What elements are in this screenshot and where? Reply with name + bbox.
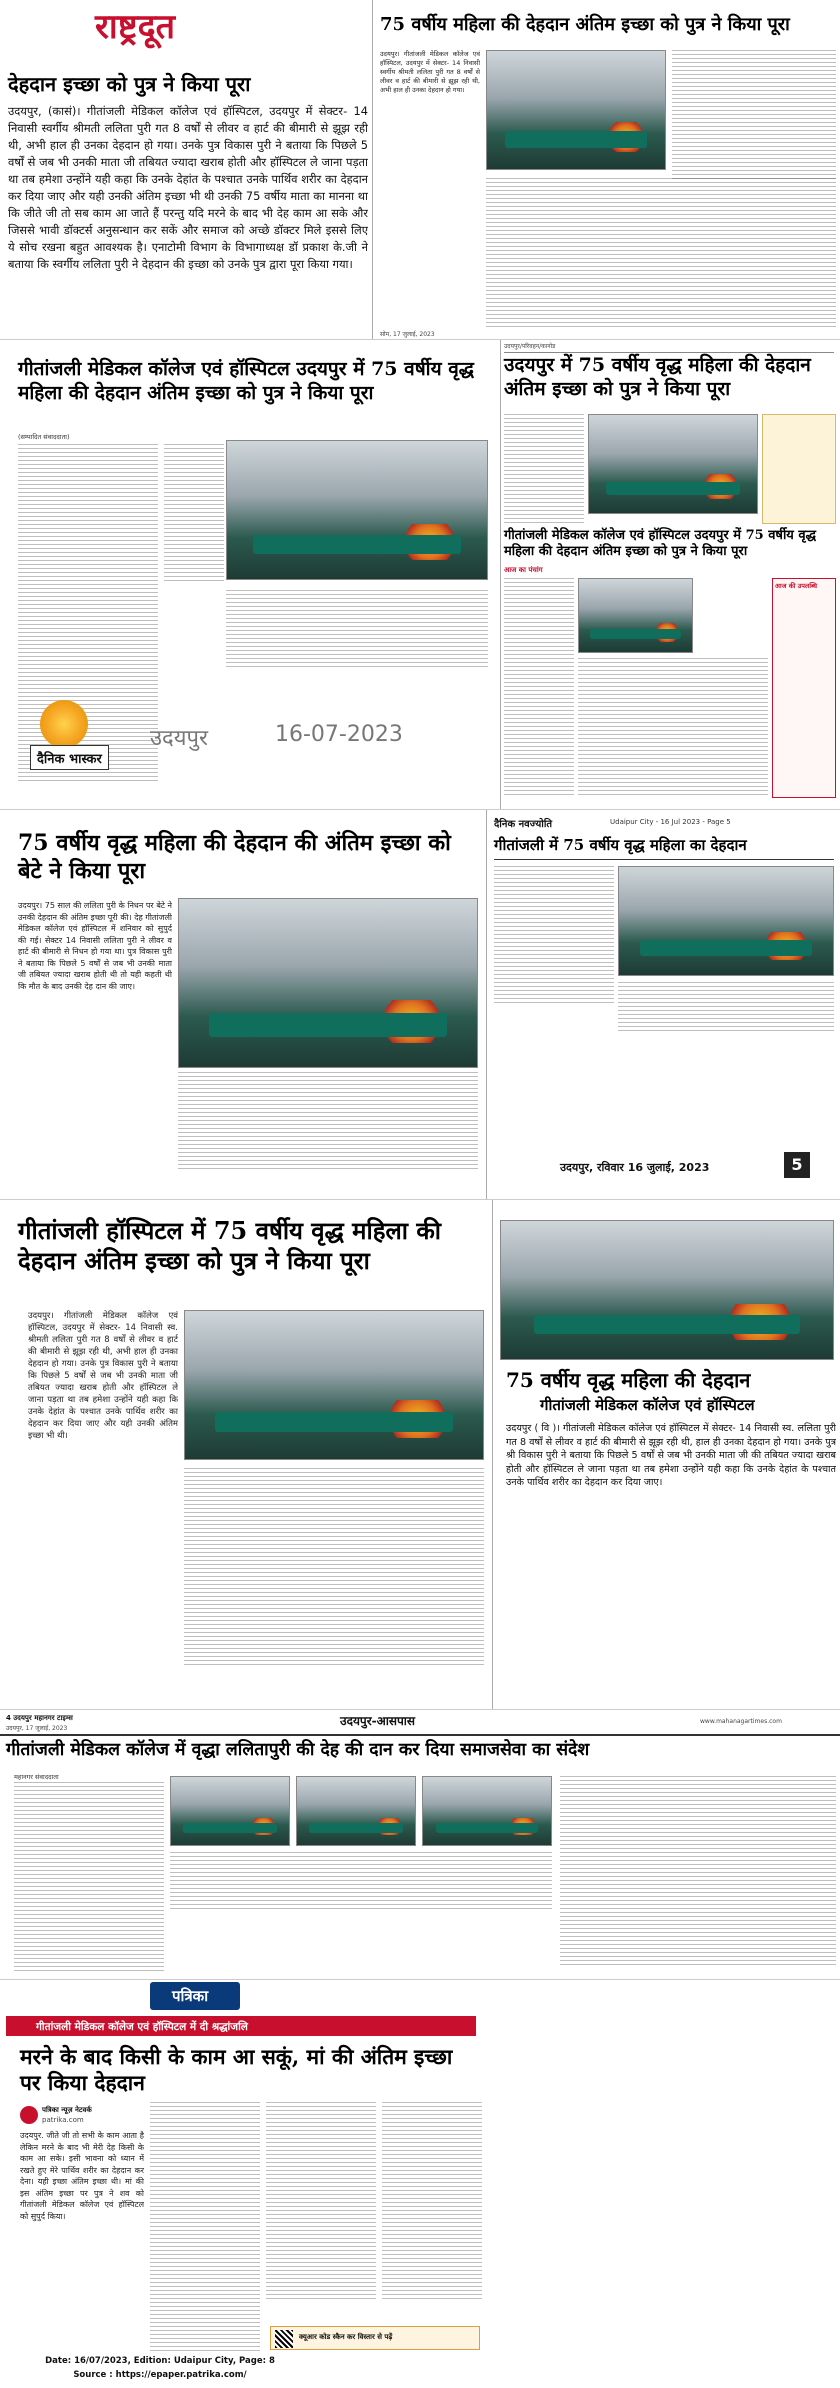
udaipur-side-small-head: आज का पंचांग — [504, 566, 543, 574]
navjyoti-masthead-date: Udaipur City - 16 Jul 2023 - Page 5 — [610, 818, 731, 826]
mahanagar-strip-right: www.mahanagartimes.com — [700, 1718, 782, 1725]
rajdoot-masthead: राष्ट्रदूत — [95, 7, 176, 47]
bhaskar-photo — [226, 440, 488, 580]
mahanagar-strip-left: 4 उदयपुर महानगर टाइम्स — [6, 1714, 73, 1722]
navjyoti-page: 5 — [784, 1152, 810, 1178]
udaipur-side-headline: उदयपुर में 75 वर्षीय वृद्ध महिला की देहदान अंतिम इच्छा को पुत्र ने किया पूरा — [504, 354, 811, 400]
bhaskar-logo: दैनिक भास्कर — [37, 752, 102, 767]
bhaskar-byline: (सम्पादित संवाददाता) — [18, 433, 70, 441]
clip-rajdoot — [0, 0, 840, 340]
mahanagar-byline: महानगर संवाददाता — [14, 1773, 59, 1781]
clip-navjyoti — [0, 810, 840, 1200]
bhaskar-date: 16-07-2023 — [275, 722, 403, 747]
patrika-masthead: पत्रिका — [172, 1987, 209, 2005]
navjyoti-right-headline: गीतांजली में 75 वर्षीय वृद्ध महिला का देहदान — [494, 836, 834, 860]
mahanagar-photo-2 — [296, 1776, 416, 1846]
navjyoti-body: उदयपुर। 75 साल की ललिता पुरी के निधन पर बेटे ने उनकी देहदान की अंतिम इच्छा पूरी की। देह गीतांजली मेडिकल कॉलेज एवं हॉस्पिटल में शनिवार को सुपुर्द की गई। सेक्टर 14 निवासी ललिता पुरी ने लीवर व हार्ट की बीमारी से निधन हो गया था। पुत्र विकास पुरी ने बताया कि पिछले 5 वर्षों से जब भी उनकी माता जी तबियत ज्यादा खराब होती थी तो यही कहती थी कि मौत के बाद उनकी देह दान की जाए। — [18, 901, 172, 991]
patrika-network-icon — [20, 2106, 38, 2124]
patrika-body: उदयपुर. जीते जी तो सभी के काम आता है लेकिन मरने के बाद भी मेरी देह किसी के काम आ सके। इसी भावना को ध्यान में रखते हुए मेरे पार्थिव शरीर का देहदान कर देना। यही इच्छा अंतिम इच्छा थी। मां की इस अंतिम इच्छा पर पुत्र ने शव को गीतांजली मेडिकल कॉलेज एवं हॉस्पिटल को सुपुर्द किया। — [20, 2131, 144, 2221]
udaipur-side-box-title: आज की उपलब्धि — [775, 582, 818, 590]
udaipur-side-photo — [588, 414, 758, 514]
mahanagar-headline: गीतांजली मेडिकल कॉलेज में वृद्धा ललितापुरी की देह की दान कर दिया समाजसेवा का संदेश — [6, 1740, 590, 1760]
clip-hospital — [0, 1200, 840, 1710]
bhaskar-sun-logo-icon — [40, 700, 88, 748]
top-right-dateline: उदयपुर। गीतांजली मेडिकल कॉलेज एवं हॉस्पिटल, उदयपुर में सेक्टर- 14 निवासी स्वर्गीय श्रीमती ललिता पुरी गत 8 वर्षों से लीवर व हार्ट की बीमारी से झूझ रही थी, अभी हाल ही उनका देहदान हो गया। — [380, 50, 480, 94]
hospital-right-headline: 75 वर्षीय वृद्ध महिला की देहदान — [506, 1368, 751, 1392]
navjyoti-right-photo — [618, 866, 834, 976]
udaipur-side-photo-2 — [578, 578, 693, 653]
navjyoti-masthead: दैनिक नवज्योति — [494, 819, 553, 830]
clip-patrika — [0, 1980, 840, 2388]
navjyoti-photo — [178, 898, 478, 1068]
navjyoti-footer: उदयपुर, रविवार 16 जुलाई, 2023 — [560, 1161, 710, 1174]
udaipur-side-sub-headline: गीतांजली मेडिकल कॉलेज एवं हॉस्पिटल उदयपुर में 75 वर्षीय वृद्ध महिला की देहदान अंतिम इच्छा को पुत्र ने किया पूरा — [504, 528, 816, 560]
patrika-headline: मरने के बाद किसी के काम आ सकूं, मां की अंतिम इच्छा पर किया देहदान — [20, 2044, 453, 2096]
patrika-kicker: गीतांजली मेडिकल कॉलेज एवं हॉस्पिटल में दी श्रद्धांजलि — [36, 2021, 248, 2033]
top-right-headline: 75 वर्षीय महिला की देहदान अंतिम इच्छा को पुत्र ने किया पूरा — [380, 14, 790, 35]
patrika-source-line: Source : https://epaper.patrika.com/ — [73, 2370, 247, 2380]
top-right-photo — [486, 50, 666, 170]
hospital-right-body: उदयपुर ( वि )। गीतांजली मेडिकल कॉलेज एवं हॉस्पिटल में सेक्टर- 14 निवासी स्व. ललिता पुरी गत 8 वर्षों से लीवर व हार्ट की बीमारी से झूझ रही थी, हाल ही उनका देहदान हो गया। उनके पुत्र श्री विकास पुरी ने बताया कि पिछले 5 वर्षों से जब भी उनकी माता जी की तबियत ज्यादा खराब होती और हॉस्पिटल ले जाना पड़ता था तब हमेशा उन्होंने यही कहा कि उनके देहांत के पश्चात उनके पार्थिव शरीर का देहदान कर दिया जाए। — [506, 1423, 836, 1488]
hospital-headline: गीतांजली हॉस्पिटल में 75 वर्षीय वृद्ध महिला की देहदान अंतिम इच्छा को पुत्र ने किया पूरा — [18, 1216, 441, 1275]
bhaskar-headline: गीतांजली मेडिकल कॉलेज एवं हॉस्पिटल उदयपुर में 75 वर्षीय वृद्ध महिला की देहदान अंतिम इच्छा को पुत्र ने किया पूरा — [18, 358, 474, 404]
patrika-date-line: Date: 16/07/2023, Edition: Udaipur City, Page: 8 — [45, 2356, 275, 2366]
patrika-site: patrika.com — [42, 2116, 84, 2124]
patrika-source-label: पत्रिका न्यूज़ नेटवर्क — [42, 2106, 92, 2114]
hospital-right-photo — [500, 1220, 834, 1360]
mahanagar-strip-center: उदयपुर-आसपास — [340, 1714, 416, 1728]
clip-bhaskar — [0, 340, 840, 810]
mahanagar-photo-3 — [422, 1776, 552, 1846]
hospital-right-sub: गीतांजली मेडिकल कॉलेज एवं हॉस्पिटल — [540, 1396, 755, 1414]
patrika-qr-text: क्यूआर कोड स्कैन कर विस्तार से पढ़ें — [299, 2333, 393, 2341]
rajdoot-body: उदयपुर, (कासं)। गीतांजली मेडिकल कॉलेज एवं हॉस्पिटल, उदयपुर में सेक्टर- 14 निवासी स्वर्गीय श्रीमती ललिता पुरी गत 8 वर्षों से लीवर व हार्ट की बीमारी से झूझ रही थी, अभी हाल ही उनका देहदान हो गया। उनके पुत्र विकास पुरी ने बताया कि पिछले 5 वर्षों से जब भी उनकी माता जी तबियत ज्यादा खराब होती और हॉस्पिटल ले जाना पड़ता था तब हमेशा उन्होंने यही कहा कि उनके देहांत के पश्चात उनके पार्थिव शरीर का देहदान कर दिया जाए और यही उनकी अंतिम इच्छा भी थी उनकी 75 वर्षीय माता का मानना था कि जीते जी तो सब काम आ जाते हैं परन्तु यदि मरने के बाद भी देह काम आ सके और जिससे भावी डॉक्टर्स अनुसन्धान कर सकें और समाज को अच्छे डॉक्टर मिले इससे लिए ये सोच रखना बहुत आवश्यक है। एनाटोमी विभाग के विभागाध्यक्ष डॉ प्रकाश के.जी ने बताया कि स्वर्गीय ललिता पुरी ने देहदान की इच्छा को उनके पुत्र द्वारा पूरा किया गया। — [8, 104, 368, 271]
navjyoti-headline: 75 वर्षीय वृद्ध महिला की देहदान की अंतिम इच्छा को बेटे ने किया पूरा — [18, 830, 451, 884]
top-right-footer: सोम, 17 जुलाई, 2023 — [380, 331, 435, 338]
top-right-section: उदयपुर/परिवहन/कानोड — [504, 343, 556, 350]
rajdoot-headline: देहदान इच्छा को पुत्र ने किया पूरा — [8, 72, 251, 96]
mahanagar-strip-date: उदयपुर, 17 जुलाई, 2023 — [6, 1725, 68, 1732]
patrika-qr-icon — [275, 2330, 293, 2348]
hospital-photo — [184, 1310, 484, 1460]
clip-mahanagar — [0, 1710, 840, 1980]
mahanagar-photo-1 — [170, 1776, 290, 1846]
bhaskar-city: उदयपुर — [150, 726, 208, 751]
hospital-body: उदयपुर। गीतांजली मेडिकल कॉलेज एवं हॉस्पिटल, उदयपुर में सेक्टर- 14 निवासी स्व. श्रीमती ललिता पुरी गत 8 वर्षों से लीवर व हार्ट की बीमारी से झूझ रही थी, अभी हाल ही उनका देहदान हो गया। उनके पुत्र विकास पुरी ने बताया कि पिछले 5 वर्षों से जब भी उनकी माता जी तबियत ज्यादा खराब होती और हॉस्पिटल ले जाना पड़ता था तब हमेशा उन्होंने यही कहा कि उनके देहांत के पश्चात उनके पार्थिव शरीर का देहदान कर दिया जाए और यही उनकी अंतिम इच्छा भी थी। — [28, 1311, 178, 1441]
